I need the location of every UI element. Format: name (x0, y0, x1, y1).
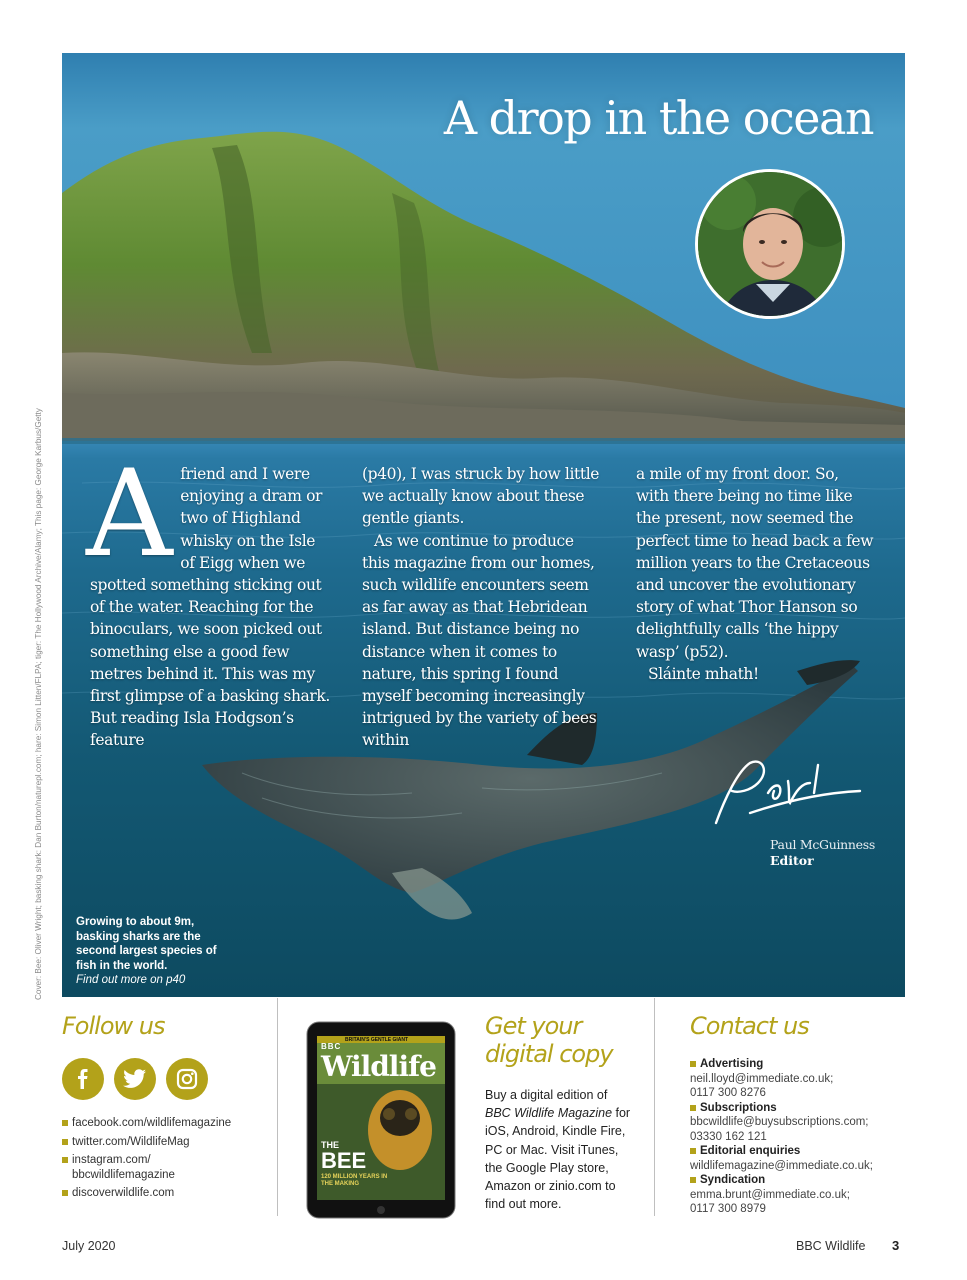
tablet-cover-image (305, 1020, 457, 1220)
column-1-text: friend and I were enjoying a dram or two of Highland whisky on the Isle of Eigg when we spotted something sticking out of the water. Reaching for the binoculars, we soon picked out something else a good few metres behind it. This was my first glimpse of a basking shark. But reading Isla Hodgson’s feature (90, 465, 330, 750)
column-3-paragraph-2: Sláinte mhath! (648, 664, 759, 683)
photo-caption (76, 915, 236, 988)
digital-title-line-1: Get your (485, 1012, 582, 1040)
drop-cap: A (86, 445, 173, 584)
hero-photo (62, 53, 905, 997)
digital-copy-panel (485, 1012, 635, 1213)
editor-signature (710, 753, 870, 833)
text-column-1 (86, 445, 330, 752)
text-column-3 (636, 463, 876, 685)
instagram-link[interactable]: instagram.com/ bbcwildlifemagazine (62, 1153, 182, 1182)
cover-bbc-logo: BBC (321, 1042, 342, 1051)
contact-advertising (690, 1057, 900, 1101)
follow-us-panel (62, 1012, 262, 1205)
panel-divider (277, 998, 278, 1216)
photo-credits: Cover: Bee: Oliver Wright; basking shark: Dan Burton/naturepl.com; hare: Simon Litten/FLPA; tiger: The Hollywood Archive/Alamy; This page: George Karbus/Getty (34, 408, 43, 1000)
editor-portrait-illustration (698, 172, 845, 319)
twitter-icon[interactable] (114, 1058, 156, 1100)
contact-us-panel (690, 1012, 900, 1217)
contact-label: Editorial enquiries (690, 1144, 900, 1159)
issue-date: July 2020 (62, 1239, 116, 1253)
contact-phone: 0117 300 8276 (690, 1087, 766, 1099)
instagram-icon[interactable] (166, 1058, 208, 1100)
facebook-icon[interactable] (62, 1058, 104, 1100)
magazine-name: BBC Wildlife (796, 1239, 866, 1253)
digital-description (485, 1086, 635, 1213)
contact-email[interactable]: bbcwildlife@buysubscriptions.com; (690, 1116, 869, 1128)
contact-email[interactable]: emma.brunt@immediate.co.uk; (690, 1188, 850, 1201)
editor-title: Editor (770, 853, 814, 868)
twitter-link[interactable]: twitter.com/WildlifeMag (62, 1135, 262, 1150)
contact-email[interactable]: neil.lloyd@immediate.co.uk; (690, 1072, 834, 1085)
editor-portrait (695, 169, 845, 319)
contact-phone: 0117 300 8979 (690, 1203, 766, 1215)
panel-divider (654, 998, 655, 1216)
digital-desc-text-end: for iOS, Android, Kindle Fire, PC or Mac. Visit iTunes, the Google Play store, Amazon or zinio.com to find out more. (485, 1106, 631, 1212)
page-headline: A drop in the ocean (443, 91, 873, 145)
digital-desc-text: Buy a digital edition of (485, 1088, 608, 1102)
social-links (62, 1116, 262, 1201)
editor-name: Paul McGuinness (770, 837, 875, 852)
digital-title-line-2: digital copy (485, 1040, 613, 1068)
digital-desc-magazine: BBC Wildlife Magazine (485, 1106, 613, 1121)
contact-label: Syndication (690, 1173, 900, 1188)
cover-brand: Wildlife (321, 1050, 436, 1083)
column-2-paragraph-2: As we continue to produce this magazine from our homes, such wildlife encounters seem as far away as that Hebridean island. But distance being no distance when it comes to nature, this spring I found myself becoming increasingly intrigued by the variety of bees within (362, 531, 597, 750)
caption-page-reference: Find out more on p40 (76, 974, 186, 986)
contact-us-title: Contact us (690, 1012, 809, 1040)
contact-phone: 03330 162 121 (690, 1130, 767, 1143)
social-icons (62, 1058, 262, 1100)
facebook-link[interactable]: facebook.com/wildlifemagazine (62, 1116, 262, 1131)
text-column-2 (362, 463, 602, 752)
contact-list (690, 1057, 900, 1217)
column-2-paragraph-1: (p40), I was struck by how little we actually know about these gentle giants. (362, 465, 600, 528)
contact-editorial (690, 1144, 900, 1173)
cover-line-bee: BEE (321, 1148, 367, 1173)
contact-label: Subscriptions (690, 1101, 900, 1116)
column-3-paragraph-1: a mile of my front door. So, with there being no time like the present, now seemed the perfect time to head back a few million years to the Cretaceous and uncover the evolutionary story of what Thor Hanson so delightfully calls ‘the hippy wasp’ (p52). (636, 465, 874, 661)
page-number: 3 (892, 1238, 900, 1253)
cover-banner: BRITAIN'S GENTLE GIANT (345, 1037, 409, 1043)
cover-line-the: THE (321, 1140, 339, 1150)
follow-us-title: Follow us (62, 1012, 165, 1040)
contact-syndication (690, 1173, 900, 1217)
contact-subscriptions (690, 1101, 900, 1145)
contact-email[interactable]: wildlifemagazine@immediate.co.uk; (690, 1159, 873, 1172)
contact-label: Advertising (690, 1057, 900, 1072)
caption-text: Growing to about 9m, basking sharks are the second largest species of fish in the world. (76, 916, 217, 972)
editorial-text (86, 445, 880, 750)
cover-subline: 120 MILLION YEARS IN THE MAKING (321, 1174, 388, 1187)
website-link[interactable]: discoverwildlife.com (62, 1186, 262, 1201)
